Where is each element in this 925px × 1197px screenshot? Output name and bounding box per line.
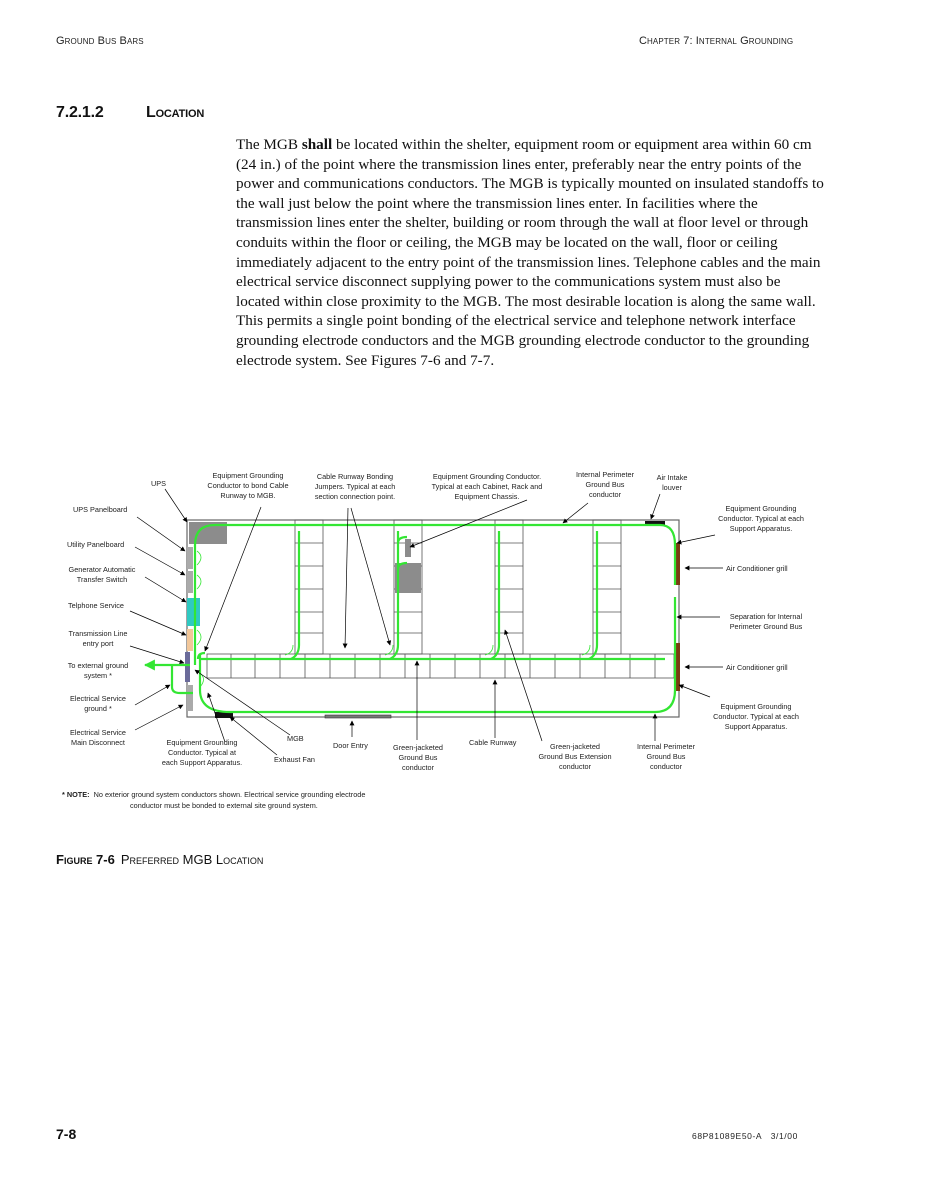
body-paragraph	[236, 135, 826, 370]
svg-text:Generator AutomaticTransfer Sw: Generator Automatic Transfer Switch	[68, 565, 136, 584]
svg-text:To external groundsystem *: To external ground system *	[67, 661, 129, 680]
svg-text:Air Conditioner grill: Air Conditioner grill	[726, 663, 788, 672]
figure-number: Figure 7-6	[56, 852, 115, 867]
body-text-pre: The MGB	[236, 136, 302, 153]
cabinet-block	[405, 539, 411, 557]
note-line-1: No exterior ground system conductors shown. Electrical service grounding electrode	[93, 790, 366, 799]
utility-panelboard-block	[187, 547, 193, 569]
svg-text:Exhaust Fan: Exhaust Fan	[274, 755, 315, 764]
mgb-location-diagram	[55, 465, 835, 785]
section-heading	[56, 104, 204, 122]
svg-text:Green-jacketedGround Busconduc: Green-jacketed Ground Bus conductor	[393, 743, 443, 772]
svg-text:Internal PerimeterGround Busco: Internal Perimeter Ground Bus conductor	[576, 470, 634, 499]
figure-note	[62, 790, 365, 811]
svg-text:Utility Panelboard: Utility Panelboard	[67, 540, 125, 549]
svg-text:Green-jacketedGround Bus Exten: Green-jacketed Ground Bus Extension conductor	[538, 742, 612, 771]
svg-text:Equipment GroundingConductor.: Equipment Grounding Conductor. Typical at each Support Apparatus.	[718, 504, 804, 533]
electrical-disconnect-block	[187, 685, 193, 711]
shelter-outline	[187, 520, 679, 717]
doc-id: 68P81089E50-A	[692, 1131, 762, 1141]
door	[325, 715, 391, 718]
section-title: Location	[146, 104, 205, 121]
label-ups: UPS	[151, 479, 167, 488]
note-label: * NOTE:	[62, 790, 90, 799]
svg-text:UPS Panelboard: UPS Panelboard	[73, 505, 128, 514]
running-header-right: Chapter 7: Internal Grounding	[639, 35, 794, 47]
svg-text:Electrical ServiceMain Disconn: Electrical Service Main Disconnect	[70, 728, 126, 747]
doc-date: 3/1/00	[770, 1131, 798, 1141]
svg-text:Telphone Service: Telphone Service	[68, 601, 124, 610]
document-id	[692, 1131, 798, 1141]
svg-text:Equipment GroundingConductor.: Equipment Grounding Conductor. Typical at each Support Apparatus.	[713, 702, 799, 731]
section-number: 7.2.1.2	[56, 104, 104, 121]
page-number: 7-8	[56, 1126, 77, 1142]
svg-text:Equipment GroundingConductor.: Equipment Grounding Conductor. Typical at each Support Apparatus.	[161, 738, 243, 767]
figure-title: Preferred MGB Location	[120, 852, 264, 867]
figure-caption	[56, 852, 263, 867]
svg-text:Air Conditioner grill: Air Conditioner grill	[726, 564, 788, 573]
telephone-service-block	[187, 598, 200, 626]
svg-text:Cable Runway: Cable Runway	[469, 738, 517, 747]
running-header-left: Ground Bus Bars	[56, 35, 144, 47]
svg-text:Transmission Lineentry port: Transmission Line entry port	[68, 629, 128, 648]
note-line-2: conductor must be bonded to external site ground system.	[130, 800, 318, 810]
body-text-emphasis: shall	[301, 136, 333, 153]
svg-text:Air Intakelouver: Air Intake louver	[656, 473, 688, 492]
ac-grill-top	[676, 543, 680, 585]
body-text-post: be located within the shelter, equipment room or equipment area within 60 cm (24 in.) of the point where the transmission lines enter, preferably near the entry points of the power and communications conductors. The MGB is typically mounted on insulated standoffs to the wall just below the point where the transmission lines enter. In facilities where the transmission lines enter the shelter, building or room through the wall at floor level or through conduits within the floor or ceiling, the MGB may be located on the wall, floor or ceiling immediately adjacent to the entry point of the transmission lines. Telephone cables and the main electrical service disconnect supplying power to the communications system must also be located within close proximity to the MGB. The most desirable location is along the same wall. This permits a single point bonding of the electrical service and telephone network interface grounding electrode conductors and the MGB grounding electrode conductor to the grounding electrode system. See Figures 7-6 and 7-7.	[236, 136, 824, 369]
svg-text:Internal PerimeterGround Busco: Internal Perimeter Ground Bus conductor	[637, 742, 695, 771]
svg-text:Cable Runway BondingJumpers.: Cable Runway Bonding Jumpers. Typical at each section connection point.	[314, 472, 396, 501]
svg-text:Equipment Grounding Conductor.: Equipment Grounding Conductor. Typical at each Cabinet, Rack and Equipment Chassis.	[431, 472, 543, 501]
svg-text:Equipment GroundingConductor t: Equipment Grounding Conductor to bond Cable Runway to MGB.	[207, 471, 289, 500]
svg-text:Door Entry: Door Entry	[333, 741, 368, 750]
svg-text:MGB: MGB	[287, 734, 304, 743]
transmission-entry-block	[187, 629, 193, 651]
svg-text:Separation for InternalPerimet: Separation for Internal Perimeter Ground Bus	[729, 612, 803, 631]
ats-block	[187, 571, 193, 593]
ac-grill-bottom	[676, 643, 680, 691]
mgb-bar	[185, 652, 190, 682]
svg-text:Electrical Serviceground *: Electrical Service ground *	[70, 694, 126, 713]
